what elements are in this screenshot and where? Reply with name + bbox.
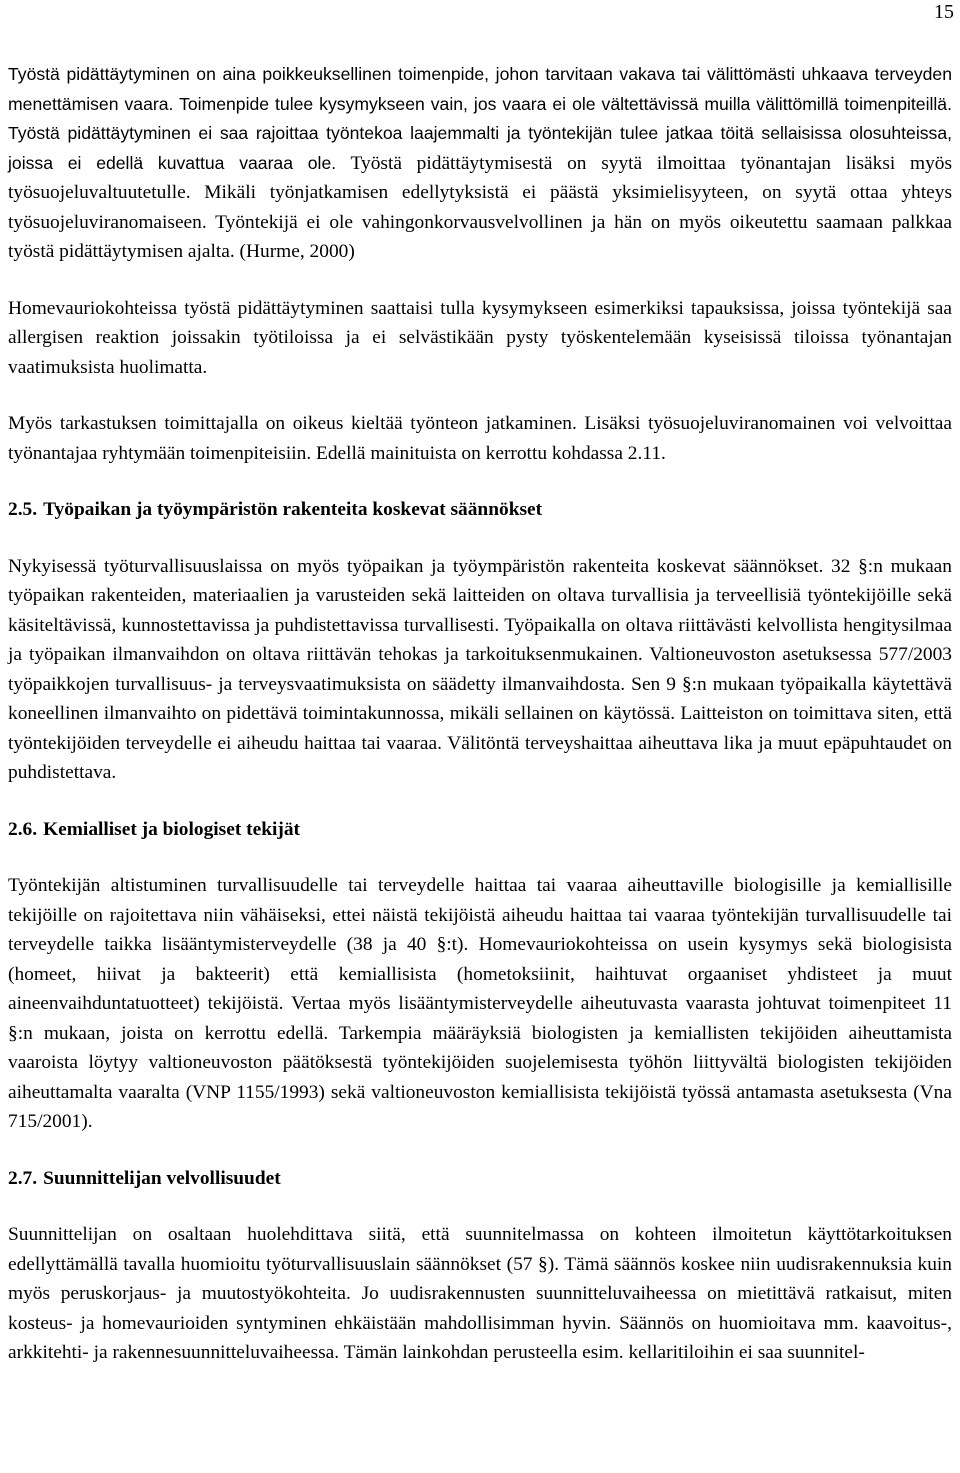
page-number: 15 [934, 1, 954, 23]
section-body-2-7: Suunnittelijan on osaltaan huolehdittava siitä, että suunnitelmassa on kohteen ilmoitetun käyttötarkoituksen edellyttämällä tavalla huomioitu työturvallisuuslain säännökset (57 §). Tämä säännös koskee niin uudisrakennuksia kuin myös peruskorjaus- ja muutostyökohteita. Jo uudisrakennusten suunnitteluvaiheessa on mietittävä ratkaisut, miten kosteus- ja homevaurioiden syntyminen ehkäistään mahdollisimman hyvin. Säännös on huomioitava mm. kaavoitus-, arkkitehti- ja rakennesuunnitteluvaiheessa. Tämän lainkohdan perusteella esim. kellaritiloihin ei saa suunnitel- [8, 1224, 952, 1363]
paragraph-work-refusal-sans-text: Työstä pidättäytyminen on aina poikkeuksellinen toimenpide, johon tarvitaan vakava tai välittömästi uhkaava terveyden menettämisen vaara. Toimenpide tulee kysymykseen vain, jos vaara ei ole vältettävissä muilla välittömillä toimenpiteillä. Työstä pidättäytyminen ei saa rajoittaa työntekoa laajemmalti ja työntekijän tulee jatkaa töitä sellaisissa olosuhteissa, joissa ei edellä kuvattua vaaraa ole. [8, 64, 952, 173]
section-body-2-5: Nykyisessä työturvallisuuslaissa on myös työpaikan ja työympäristön rakenteita koskevat säännökset. 32 §:n mukaan työpaikan rakenteiden, materiaalien ja varusteiden sekä laitteiden on oltava turvallisia ja terveellisiä työntekijöille sekä käsiteltävissä, kunnostettavissa ja puhdistettavissa turvallisesti. Työpaikalla on oltava riittävästi kelvollista hengitysilmaa ja työpaikan ilmanvaihdon on oltava riittävän tehokas ja tarkoituksenmukainen. Valtioneuvoston asetuksessa 577/2003 työpaikkojen turvallisuus- ja terveysvaatimuksista on säädetty ilmanvaihdosta. Sen 9 §:n mukaan työpaikalla käytettävä koneellinen ilmanvaihto on pidettävä toimintakunnossa, mikäli sellainen on käytössä. Laitteiston on toimittava siten, että työntekijöiden terveydelle ei aiheudu haittaa tai vaaraa. Välitöntä terveyshaittaa aiheuttava lika ja muut epäpuhtaudet on puhdistettava. [8, 555, 952, 783]
section-heading-2-5 [8, 495, 952, 525]
paragraph-gap [8, 844, 952, 871]
paragraph-gap [8, 525, 952, 552]
document-body [8, 60, 952, 1368]
section-title: Työpaikan ja työympäristön rakenteita koskevat säännökset [43, 499, 543, 520]
section-heading-2-7 [8, 1164, 952, 1194]
paragraph-mold-damage: Homevauriokohteissa työstä pidättäytyminen saattaisi tulla kysymykseen esimerkiksi tapauksissa, joissa työntekijä saa allergisen reaktion joissakin työtiloissa ja ei selvästikään pysty työskentelemään kyseisissä tiloissa työnantajan vaatimuksista huolimatta. [8, 297, 952, 378]
section-title: Kemialliset ja biologiset tekijät [43, 818, 300, 840]
section-number: 2.6. [8, 818, 38, 840]
paragraph-gap [8, 788, 952, 815]
section-number: 2.7. [8, 1167, 38, 1189]
paragraph-work-refusal [8, 60, 952, 267]
paragraph-gap [8, 382, 952, 409]
paragraph-gap [8, 1193, 952, 1220]
section-heading-2-6 [8, 815, 952, 845]
section-body-2-6: Työntekijän altistuminen turvallisuudelle tai terveydelle haittaa tai vaaraa aiheuttaville biologisille ja kemiallisille tekijöille on rajoitettava niin vähäiseksi, ettei näistä tekijöistä aiheudu haittaa tai vaaraa työntekijän turvallisuudelle tai terveydelle taikka lisääntymisterveydelle (38 ja 40 §:t). Homevauriokohteissa on usein kysymys sekä biologisista (homeet, hiivat ja bakteerit) että kemiallisista (hometoksiinit, haihtuvat orgaaniset yhdisteet ja muut aineenvaihduntatuotteet) tekijöistä. Vertaa myös lisääntymisterveydelle aiheutuvasta vaarasta johtuvat toimenpiteet 11 §:n mukaan, joista on kerrottu edellä. Tarkempia määräyksiä biologisten ja kemiallisten tekijöiden aiheuttamista vaaroista löytyy valtioneuvoston päätöksestä työntekijöiden suojelemisesta työhön liittyvältä biologisten tekijöiden aiheuttamalta vaaralta (VNP 1155/1993) sekä valtioneuvoston kemiallisista tekijöistä työssä antamasta asetuksesta (Vna 715/2001). [8, 875, 952, 1132]
paragraph-gap [8, 468, 952, 495]
paragraph-inspector: Myös tarkastuksen toimittajalla on oikeus kieltää työnteon jatkaminen. Lisäksi työsuojeluviranomainen voi velvoittaa työnantajaa ryhtymään toimenpiteisiin. Edellä mainituista on kerrottu kohdassa 2.11. [8, 413, 952, 464]
paragraph-work-refusal-serif-text: Työstä pidättäytymisestä on syytä ilmoittaa työnantajan lisäksi myös työsuojeluvaltuutetulle. Mikäli työnjatkamisen edellytyksistä ei päästä yksimielisyyteen, on syytä ottaa yhteys työsuojeluviranomaiseen. Työntekijä ei ole vahingonkorvausvelvollinen ja hän on myös oikeutettu saamaan palkkaa työstä pidättäytymisen ajalta. (Hurme, 2000) [8, 152, 952, 262]
section-title: Suunnittelijan velvollisuudet [43, 1167, 281, 1189]
section-number: 2.5. [8, 499, 38, 520]
paragraph-gap [8, 267, 952, 294]
paragraph-gap [8, 1137, 952, 1164]
